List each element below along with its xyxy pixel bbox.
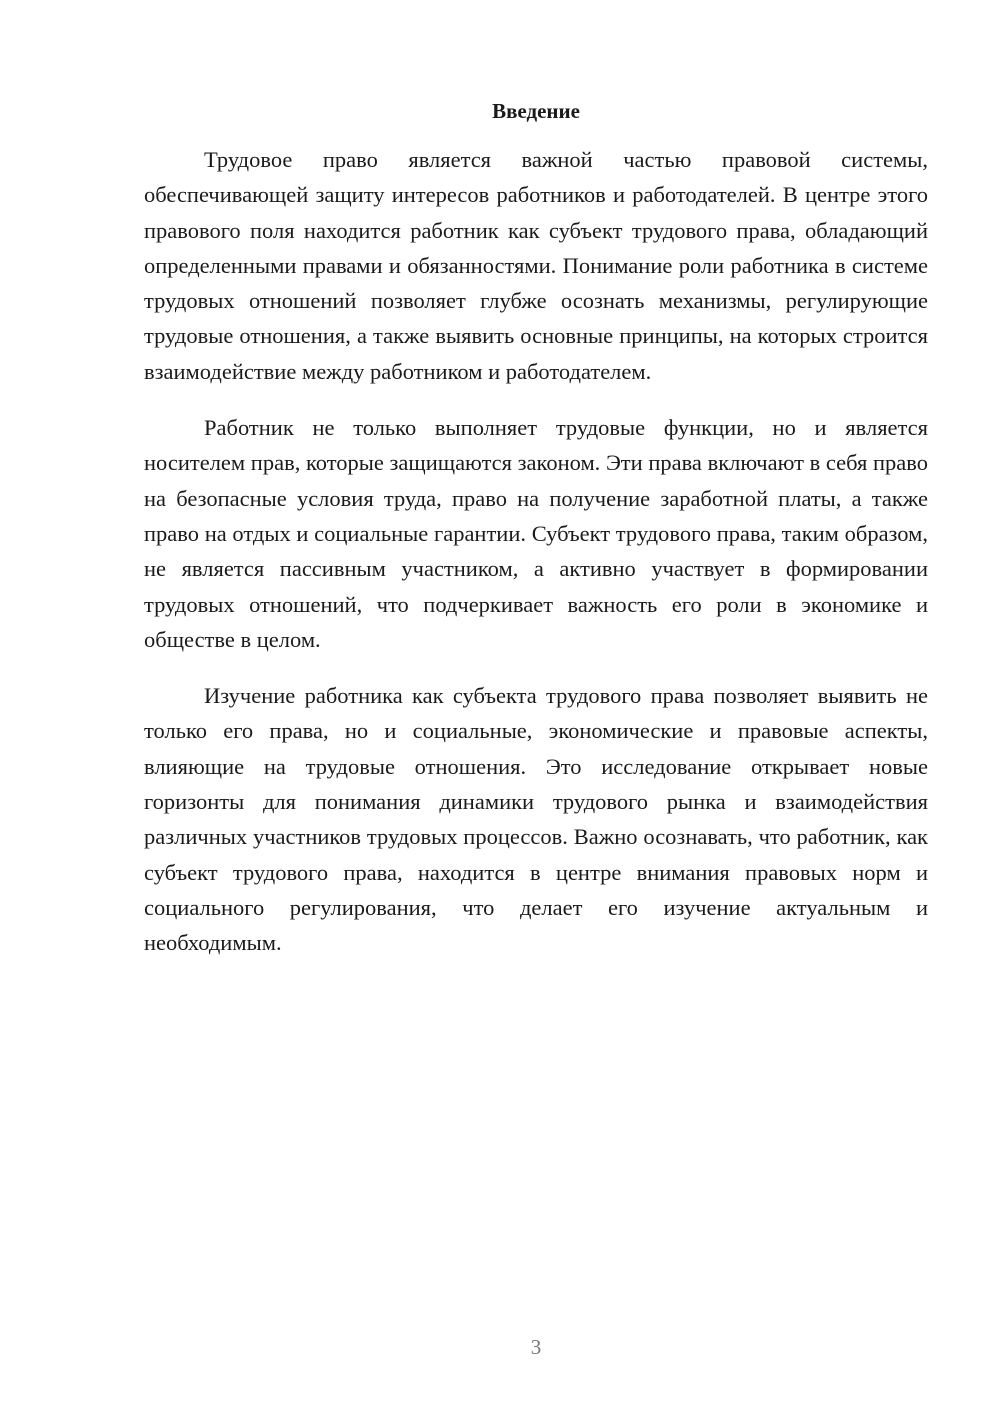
paragraph-1: Трудовое право является важной частью правовой системы, обеспечивающей защиту интересов работников и работодателей. В центре этого правового поля находится работник как субъект трудового права, обладающий определенными правами и обязанностями. Понимание роли работника в системе трудовых отношений позволяет глубже осознать механизмы, регулирующие трудовые отношения, а также выявить основные принципы, на которых строится взаимодействие между работником и работодателем.: [144, 147, 928, 384]
paragraph-3: Изучение работника как субъекта трудового права позволяет выявить не только его права, но и социальные, экономические и правовые аспекты, влияющие на трудовые отношения. Это исследование открывает новые горизонты для понимания динамики трудового рынка и взаимодействия различных участников трудовых процессов. Важно осознавать, что работник, как субъект трудового права, находится в центре внимания правовых норм и социального регулирования, что делает его изучение актуальным и необходимым.: [144, 683, 928, 956]
body-text: [144, 142, 928, 982]
page-number: 3: [530, 1335, 542, 1359]
section-heading: Введение: [492, 99, 580, 123]
paragraph-2: Работник не только выполняет трудовые функции, но и является носителем прав, которые защищаются законом. Эти права включают в себя право на безопасные условия труда, право на получение заработной платы, а также право на отдых и социальные гарантии. Субъект трудового права, таким образом, не является пассивным участником, а активно участвует в формировании трудовых отношений, что подчеркивает важность его роли в экономике и обществе в целом.: [144, 415, 928, 652]
